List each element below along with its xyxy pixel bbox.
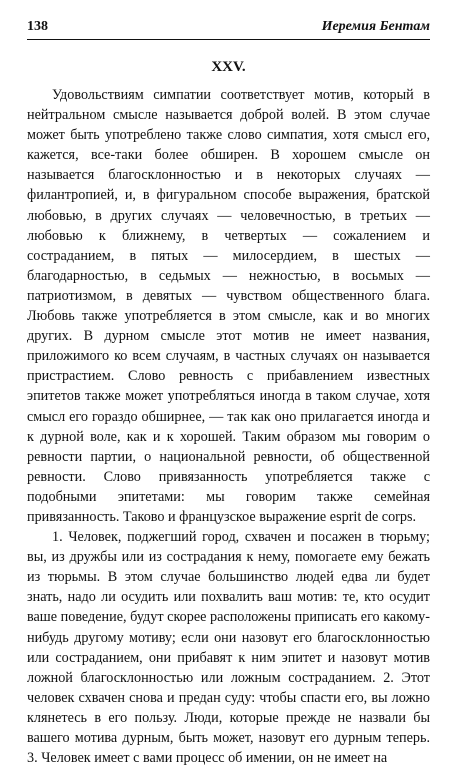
section-heading: XXV. xyxy=(211,59,246,75)
body-paragraph: Удовольствиям симпатии соответствует мотив, который в нейтральном смысле называется доброй волей. В этом случае может быть употреблено также слово симпатия, хотя смысл его, кажется, все-таки более обширен. В хорошем смысле он называется благосклонностью и в некоторых случаях — филантропией, и, в фигуральном способе выражения, братской любовью, в других случаях — человечностью, в третьих — любовью к ближнему, в четвертых — сожалением и состраданием, в пятых — милосердием, в шестых — благодарностью, в седьмых — нежностью, в восьмых — патриотизмом, в девятых — чувством общественного блага. Любовь также употребляется в этом смысле, как и во многих других. В дурном смысле этот мотив не имеет названия, приложимого ко всем случаям, в частных случаях он называется пристрастием. Слово ревность с прибавлением известных эпитетов также может употребляться иногда в таком случае, хотя смысл его гораздо обширнее, — так как оно прилагается иногда и к дурной воле, как и к хорошей. Таким образом мы говорим о ревности партии, о национальной ревности, об общественной ревности. Слово привязанность употребляется также с подобными эпитетами: мы говорим также семейная привязанность. Таково и французское выражение esprit de corps. xyxy=(27,87,430,525)
page-header xyxy=(27,18,430,40)
running-title: Иеремия Бентам xyxy=(321,19,430,34)
body-paragraph: 1. Человек, поджегший город, схвачен и посажен в тюрьму; вы, из дружбы или из сострадания к нему, помогаете ему бежать из тюрьмы. В этом случае большинство людей едва ли будет знать, надо ли осудить или похвалить ваш мотив: те, кто осудит ваше поведение, будут скорее расположены приписать его какому-нибудь другому мотиву; если они назовут его благосклонностью или состраданием, они прибавят к ним эпитет и назовут мотив ложной благосклонностью или ложным состраданием. 2. Этот человек схвачен снова и предан суду: чтобы спасти его, вы ложно клянетесь в его пользу. Люди, которые прежде не назвали бы вашего мотива дурным, быть может, назовут его дурным теперь. 3. Человек имеет с вами процесс об имении, он не имеет на xyxy=(27,529,430,767)
page-number: 138 xyxy=(27,19,48,34)
